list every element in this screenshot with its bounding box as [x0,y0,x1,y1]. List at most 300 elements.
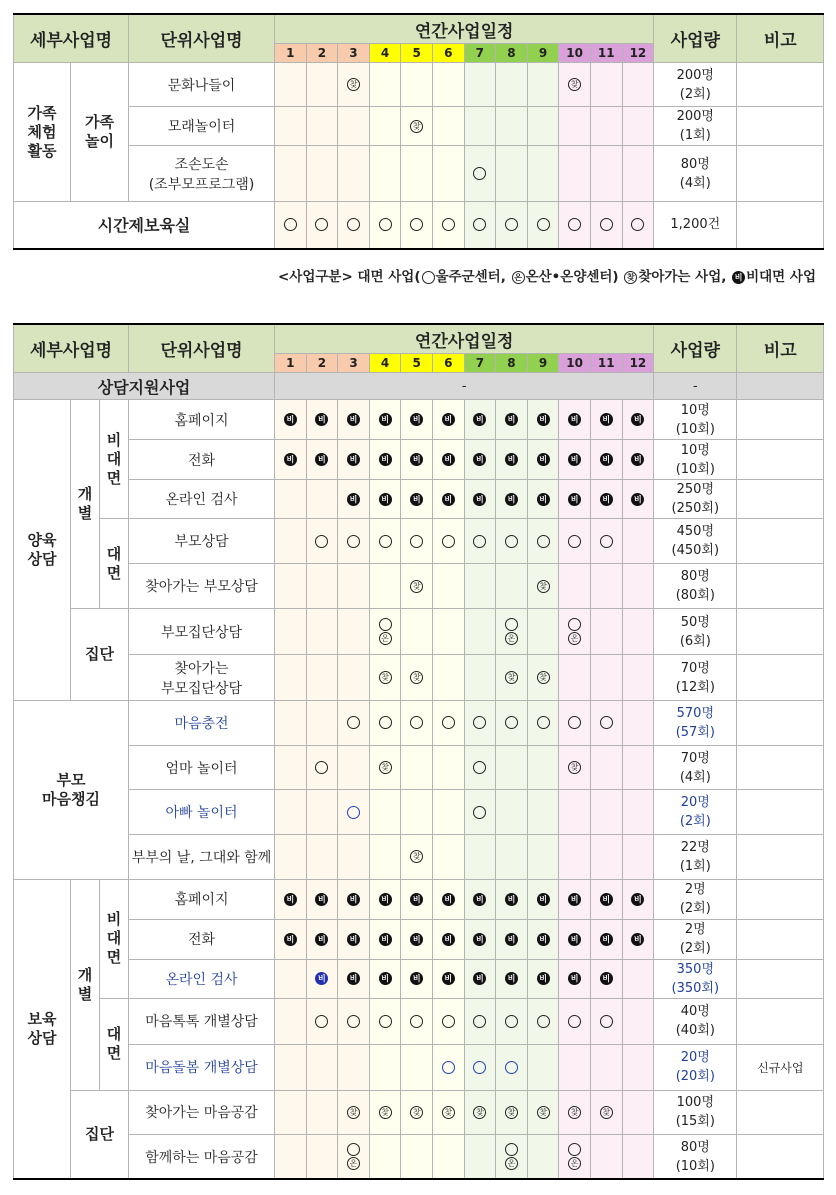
note-cell [737,879,824,919]
circle-icon [315,535,328,548]
note-cell [737,519,824,564]
note-cell [737,835,824,880]
legend-ulju: 울주군센터, [435,269,511,285]
qty-cell: 570명 (57회) [654,701,737,746]
schedule-cell-m8 [496,440,528,480]
schedule-cell-m3 [338,480,370,519]
schedule-cell-m1 [275,879,307,919]
visit-circle-icon: 찾 [624,271,637,284]
unit-name: 온라인 검사 [129,959,275,998]
non-face-icon: 비 [473,493,486,506]
circle-icon [537,218,550,231]
schedule-cell-m10 [559,202,591,249]
schedule-cell-m4 [369,959,401,998]
schedule-cell-m4 [369,519,401,564]
note-cell [737,440,824,480]
schedule-cell-m11 [590,440,622,480]
schedule-cell-m1 [275,400,307,440]
schedule-cell-m4 [369,63,401,107]
visit-circle-icon: 찾 [347,78,360,91]
visit-circle-icon: 찾 [410,580,423,593]
table-row [14,879,824,919]
schedule-cell-m6 [432,107,464,146]
circle-icon [568,1015,581,1028]
legend-visit: 찾아가는 사업, [638,269,732,285]
circle-icon [379,535,392,548]
note-cell [737,564,824,609]
schedule-cell-m12 [622,835,654,880]
schedule-cell-m10 [559,1044,591,1090]
schedule-cell-m1 [275,655,307,701]
circle-icon [442,535,455,548]
schedule-cell-m7 [464,440,496,480]
sub-nonface: 비 대 면 [100,400,129,519]
schedule-cell-m4 [369,202,401,249]
schedule-cell-m12 [622,440,654,480]
schedule-cell-m1 [275,63,307,107]
schedule-cell-m6 [432,609,464,655]
schedule-cell-m2 [306,919,338,959]
non-face-icon: 비 [505,933,518,946]
schedule-cell-m9 [527,745,559,790]
schedule-cell-m3 [338,959,370,998]
qty-cell: 70명 (12회) [654,655,737,701]
note-cell: 신규사업 [737,1044,824,1090]
circle-icon [505,535,518,548]
schedule-cell-m9 [527,609,559,655]
month-8: 8 [496,44,528,63]
non-face-icon: 비 [600,933,613,946]
schedule-cell-m10 [559,564,591,609]
schedule-cell-m10 [559,609,591,655]
schedule-cell-m8 [496,107,528,146]
schedule-cell-m10 [559,701,591,746]
qty-cell: 22명 (1회) [654,835,737,880]
qty-cell: 20명 (20회) [654,1044,737,1090]
schedule-cell-m7 [464,146,496,202]
note-cell [737,919,824,959]
non-face-icon: 비 [505,972,518,985]
schedule-cell-m10 [559,63,591,107]
non-face-icon: 비 [631,933,644,946]
schedule-cell-m1 [275,609,307,655]
schedule-cell-m10 [559,146,591,202]
schedule-cell-m7 [464,835,496,880]
schedule-cell-m11 [590,919,622,959]
circle-icon [631,218,644,231]
non-face-icon: 비 [379,933,392,946]
legend-nonface: 비대면 사업 [746,269,816,285]
header-detail: 세부사업명 [14,324,129,373]
schedule-cell-m3 [338,1044,370,1090]
unit-name: 마음톡톡 개별상담 [129,998,275,1044]
schedule-cell-m11 [590,63,622,107]
table-row [14,655,824,701]
schedule-cell-m1 [275,519,307,564]
schedule-cell-m11 [590,745,622,790]
circle-icon [473,1015,486,1028]
circle-icon [600,218,613,231]
table-row [14,519,824,564]
schedule-cell-m9 [527,519,559,564]
schedule-cell-m7 [464,519,496,564]
schedule-cell-m11 [590,1090,622,1134]
schedule-cell-m7 [464,480,496,519]
schedule-cell-m5 [401,959,433,998]
note-cell [737,146,824,202]
non-face-icon: 비 [537,893,550,906]
schedule-cell-m3 [338,400,370,440]
note-cell [737,1134,824,1179]
counseling-table [13,323,824,1180]
schedule-cell-m8 [496,919,528,959]
schedule-cell-m2 [306,790,338,835]
sub-individual: 개 별 [71,400,100,609]
table-row [14,919,824,959]
unit-name: 마음돌봄 개별상담 [129,1044,275,1090]
unit-name: 온라인 검사 [129,480,275,519]
non-face-icon: 비 [315,413,328,426]
schedule-cell-m5 [401,655,433,701]
circle-icon [537,1015,550,1028]
month-10: 10 [559,354,591,373]
non-face-icon: 비 [442,972,455,985]
unit-name: 전화 [129,440,275,480]
schedule-cell-m9 [527,998,559,1044]
non-face-icon: 비 [442,413,455,426]
schedule-cell-m3 [338,879,370,919]
non-face-icon: 비 [600,493,613,506]
schedule-cell-m9 [527,1044,559,1090]
schedule-cell-m12 [622,1044,654,1090]
circle-icon [379,716,392,729]
non-face-icon: 비 [284,933,297,946]
on-circle-icon: 온 [512,271,525,284]
schedule-cell-m6 [432,440,464,480]
schedule-cell-m6 [432,1134,464,1179]
circle-icon [410,1015,423,1028]
schedule-cell-m1 [275,1090,307,1134]
schedule-cell-m9 [527,63,559,107]
schedule-cell-m5 [401,202,433,249]
qty-cell: 50명 (6회) [654,609,737,655]
non-face-icon: 비 [537,972,550,985]
qty-cell: 450명 (450회) [654,519,737,564]
non-face-icon: 비 [347,893,360,906]
schedule-cell-m6 [432,564,464,609]
month-12: 12 [622,44,654,63]
visit-circle-icon: 찾 [600,1106,613,1119]
visit-circle-icon: 찾 [347,1106,360,1119]
schedule-cell-m10 [559,919,591,959]
schedule-cell-m2 [306,107,338,146]
schedule-cell-m4 [369,701,401,746]
band-qty: - [654,373,737,400]
note-cell [737,63,824,107]
schedule-cell-m10 [559,879,591,919]
visit-circle-icon: 찾 [410,1106,423,1119]
note-cell [737,790,824,835]
circle-icon [505,618,518,631]
sub-nonface: 비 대 면 [100,879,129,998]
schedule-cell-m12 [622,519,654,564]
schedule-cell-m2 [306,1134,338,1179]
circle-icon [568,535,581,548]
schedule-cell-m4 [369,835,401,880]
schedule-cell-m2 [306,400,338,440]
visit-circle-icon: 찾 [568,78,581,91]
non-face-icon: 비 [568,413,581,426]
schedule-cell-m6 [432,1044,464,1090]
non-face-icon: 비 [473,893,486,906]
schedule-cell-m1 [275,107,307,146]
schedule-cell-m6 [432,790,464,835]
schedule-cell-m12 [622,107,654,146]
on-circle-icon: 온 [568,1157,581,1170]
non-face-icon: 비 [315,893,328,906]
non-face-icon: 비 [442,933,455,946]
non-face-icon: 비 [379,453,392,466]
circle-icon [537,535,550,548]
schedule-cell-m2 [306,480,338,519]
schedule-cell-m5 [401,480,433,519]
unit-name: 마음충전 [129,701,275,746]
circle-icon [505,1015,518,1028]
non-face-icon: 비 [379,972,392,985]
circle-icon [315,761,328,774]
schedule-cell-m12 [622,919,654,959]
schedule-cell-m7 [464,790,496,835]
schedule-cell-m6 [432,202,464,249]
non-face-icon: 비 [442,493,455,506]
table-row [14,400,824,440]
circle-icon [379,618,392,631]
schedule-cell-m11 [590,107,622,146]
month-2: 2 [306,354,338,373]
schedule-cell-m6 [432,400,464,440]
blue-circle-icon [473,1061,486,1074]
month-4: 4 [369,44,401,63]
schedule-cell-m2 [306,701,338,746]
note-cell [737,655,824,701]
schedule-cell-m6 [432,998,464,1044]
schedule-cell-m9 [527,480,559,519]
visit-circle-icon: 찾 [537,1106,550,1119]
schedule-cell-m1 [275,564,307,609]
schedule-cell-m3 [338,745,370,790]
non-face-icon: 비 [347,933,360,946]
schedule-cell-m12 [622,879,654,919]
schedule-cell-m6 [432,480,464,519]
header-unit: 단위사업명 [129,324,275,373]
month-2: 2 [306,44,338,63]
qty-cell: 10명 (10회) [654,440,737,480]
visit-circle-icon: 찾 [568,761,581,774]
on-circle-icon: 온 [347,1157,360,1170]
schedule-cell-m1 [275,790,307,835]
schedule-cell-m11 [590,519,622,564]
non-face-icon: 비 [473,933,486,946]
circle-icon [315,218,328,231]
non-face-icon: 비 [568,933,581,946]
schedule-cell-m4 [369,440,401,480]
qty-cell: 80명 (80회) [654,564,737,609]
schedule-cell-m1 [275,998,307,1044]
non-face-icon: 비 [505,413,518,426]
non-face-icon: 비 [600,972,613,985]
qty-cell: 80명 (10회) [654,1134,737,1179]
blue-circle-icon [505,1061,518,1074]
schedule-cell-m9 [527,790,559,835]
schedule-cell-m11 [590,835,622,880]
schedule-cell-m10 [559,655,591,701]
on-circle-icon: 온 [505,632,518,645]
blue-circle-icon [347,806,360,819]
schedule-cell-m8 [496,1134,528,1179]
schedule-cell-m2 [306,519,338,564]
schedule-cell-m2 [306,609,338,655]
note-cell [737,745,824,790]
circle-icon [473,716,486,729]
schedule-cell-m2 [306,564,338,609]
table-row [14,835,824,880]
non-face-icon: 비 [505,893,518,906]
month-12: 12 [622,354,654,373]
schedule-cell-m1 [275,480,307,519]
schedule-cell-m6 [432,835,464,880]
schedule-cell-m8 [496,701,528,746]
qty-cell: 200명 (2회) [654,63,737,107]
schedule-cell-m8 [496,63,528,107]
table-row [14,1044,824,1090]
schedule-cell-m6 [432,745,464,790]
schedule-cell-m9 [527,879,559,919]
schedule-cell-m9 [527,107,559,146]
schedule-cell-m4 [369,919,401,959]
note-cell [737,701,824,746]
visit-circle-icon: 찾 [379,671,392,684]
schedule-cell-m7 [464,655,496,701]
month-1: 1 [275,44,307,63]
schedule-cell-m1 [275,745,307,790]
circle-icon [284,218,297,231]
schedule-cell-m2 [306,879,338,919]
note-cell [737,998,824,1044]
header-schedule: 연간사업일정 [275,324,654,354]
note-cell [737,202,824,249]
month-7: 7 [464,44,496,63]
schedule-cell-m7 [464,202,496,249]
schedule-cell-m3 [338,202,370,249]
schedule-cell-m3 [338,440,370,480]
qty-cell: 80명 (4회) [654,146,737,202]
schedule-cell-m1 [275,1134,307,1179]
schedule-cell-m4 [369,480,401,519]
table-row [14,959,824,998]
circle-icon [505,218,518,231]
schedule-cell-m9 [527,655,559,701]
schedule-cell-m10 [559,519,591,564]
schedule-cell-m8 [496,564,528,609]
schedule-cell-m11 [590,609,622,655]
month-6: 6 [432,354,464,373]
circle-icon [568,218,581,231]
non-face-icon: 비 [410,893,423,906]
qty-cell: 70명 (4회) [654,745,737,790]
table-row [14,480,824,519]
schedule-cell-m5 [401,146,433,202]
note-cell [737,609,824,655]
schedule-cell-m10 [559,400,591,440]
schedule-cell-m5 [401,701,433,746]
circle-icon [442,1015,455,1028]
schedule-cell-m11 [590,655,622,701]
schedule-cell-m6 [432,1090,464,1134]
schedule-cell-m2 [306,998,338,1044]
visit-circle-icon: 찾 [379,1106,392,1119]
note-cell [737,400,824,440]
schedule-cell-m11 [590,790,622,835]
circle-icon [315,1015,328,1028]
unit-name: 찾아가는 마음공감 [129,1090,275,1134]
schedule-cell-m4 [369,655,401,701]
schedule-cell-m4 [369,400,401,440]
table-row [14,440,824,480]
schedule-cell-m11 [590,701,622,746]
visit-circle-icon: 찾 [505,1106,518,1119]
month-8: 8 [496,354,528,373]
schedule-cell-m1 [275,919,307,959]
non-face-icon: 비 [568,893,581,906]
schedule-cell-m8 [496,745,528,790]
schedule-cell-m5 [401,63,433,107]
schedule-cell-m3 [338,609,370,655]
schedule-cell-m5 [401,564,433,609]
band-note [737,373,824,400]
schedule-cell-m11 [590,998,622,1044]
schedule-cell-m3 [338,1134,370,1179]
band-schedule: - [275,373,654,400]
table-row [14,107,824,146]
circle-icon [379,218,392,231]
non-face-icon: 비 [410,493,423,506]
circle-icon [568,1143,581,1156]
band-name: 상담지원사업 [14,373,275,400]
schedule-cell-m1 [275,146,307,202]
schedule-cell-m10 [559,440,591,480]
schedule-cell-m2 [306,655,338,701]
schedule-cell-m1 [275,959,307,998]
month-9: 9 [527,354,559,373]
visit-circle-icon: 찾 [410,120,423,133]
circle-icon [568,618,581,631]
schedule-cell-m2 [306,835,338,880]
schedule-cell-m6 [432,63,464,107]
non-face-icon: 비 [473,972,486,985]
schedule-cell-m11 [590,959,622,998]
non-face-icon: 비 [379,893,392,906]
non-face-icon: 비 [410,413,423,426]
schedule-cell-m9 [527,959,559,998]
schedule-cell-m6 [432,959,464,998]
month-3: 3 [338,44,370,63]
schedule-cell-m5 [401,1134,433,1179]
note-cell [737,959,824,998]
circle-icon [379,1015,392,1028]
unit-name: 부부의 날, 그대와 함께 [129,835,275,880]
schedule-cell-m2 [306,146,338,202]
schedule-cell-m3 [338,519,370,564]
